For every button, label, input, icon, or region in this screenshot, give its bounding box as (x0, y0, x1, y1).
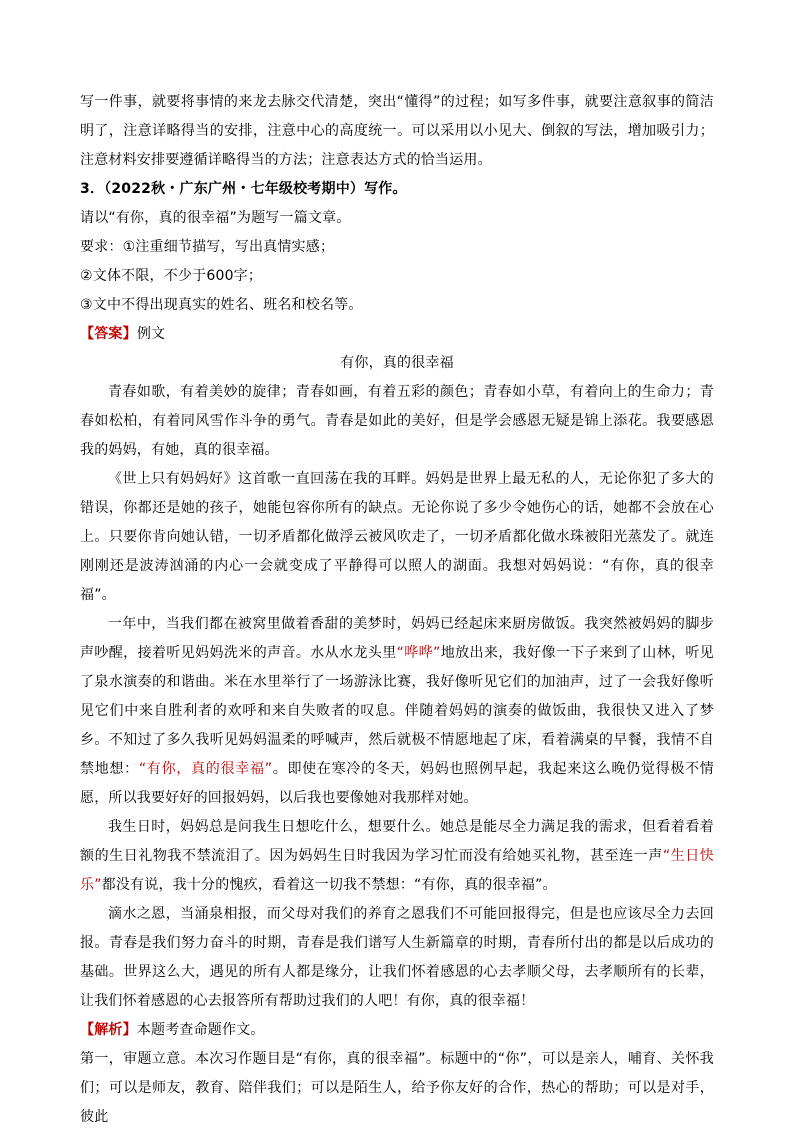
essay-paragraph-4: 我生日时，妈妈总是问我生日想吃什么，想要什么。她总是能尽全力满足我的需求，但看着看着额的生日礼物我不禁流泪了。因为妈妈生日时我因为学习忙而没有给她买礼物，甚至连一声“生日快乐”都没有说，我十分的愧疚，看着这一切我不禁想：“有你，真的很幸福”。 (80, 819, 714, 893)
quote-happy: “有你，真的很幸福” (138, 761, 273, 777)
requirement-2: ②文体不限，不少于600字； (80, 268, 263, 284)
analysis-line (80, 1016, 714, 1045)
analysis-paragraph-1: 第一，审题立意。本次习作题目是“有你，真的很幸福”。标题中的“你”，可以是亲人，哺育、关怀我们；可以是师友，教育、陪伴我们；可以是陌生人，给予你友好的合作，热心的帮助；可以是对手，彼此 (80, 1051, 714, 1125)
essay-paragraph-1: 青春如歌，有着美妙的旋律；青春如画，有着五彩的颜色；青春如小草，有着向上的生命力；青春如松柏，有着同风雪作斗争的勇气。青春是如此的美好，但是学会感恩无疑是锦上添花。我要感恩我的妈妈，有她，真的很幸福。 (80, 384, 714, 458)
question-prompt: 请以“有你，真的很幸福”为题写一篇文章。 (80, 210, 351, 226)
document-page (80, 88, 714, 1132)
answer-label: 例文 (136, 326, 166, 342)
essay-paragraph-2: 《世上只有妈妈好》这首歌一直回荡在我的耳畔。妈妈是世界上最无私的人，无论你犯了多大的错误，你都还是她的孩子，她能包容你所有的缺点。无论你说了多少令她伤心的话，她都不会放在心上。只要你肯向她认错，一切矛盾都化做浮云被风吹走了，一切矛盾都化做水珠被阳光蒸发了。就连刚刚还是波涛汹涌的内心一会就变成了平静得可以照人的湖面。我想对妈妈说：“有你，真的很幸福”。 (80, 471, 714, 603)
analysis-tag: 【解析】 (80, 1022, 137, 1038)
quote-birthday: “生日快乐” (80, 848, 714, 893)
answer-tag: 【答案】 (80, 326, 137, 342)
intro-paragraph: 写一件事，就要将事情的来龙去脉交代清楚，突出“懂得”的过程；如写多件事，就要注意叙事的简洁明了，注意详略得当的安排，注意中心的高度统一。可以采用以小见大、倒叙的写法，增加吸引力；注意材料安排要遵循详略得当的方法；注意表达方式的恰当运用。 (80, 94, 714, 168)
analysis-label: 本题考查命题作文。 (136, 1022, 265, 1038)
question-heading: 3．（2022秋・广东广州・七年级校考期中）写作。 (80, 181, 407, 197)
essay-title: 有你，真的很幸福 (340, 355, 454, 371)
quote-hua: “哗哗” (396, 645, 441, 661)
essay-paragraph-5: 滴水之恩，当涌泉相报，而父母对我们的养育之恩我们不可能回报得完，但是也应该尽全力去回报。青春是我们努力奋斗的时期，青春是我们谱写人生新篇章的时期，青春所付出的都是以后成功的基础。世界这么大，遇见的所有人都是缘分，让我们怀着感恩的心去孝顺父母，去孝顺所有的长辈，让我们怀着感恩的心去报答所有帮助过我们的人吧！有你，真的很幸福！ (80, 906, 714, 1009)
answer-line (80, 320, 714, 349)
requirement-1: 要求：①注重细节描写，写出真情实感； (80, 239, 335, 255)
requirement-3: ③文中不得出现真实的姓名、班名和校名等。 (80, 297, 363, 313)
essay-paragraph-3: 一年中，当我们都在被窝里做着香甜的美梦时，妈妈已经起床来厨房做饭。我突然被妈妈的脚步声吵醒，接着听见妈妈洗米的声音。水从水龙头里“哗哗”地放出来，我好像一下子来到了山林，听见了泉水演奏的和谐曲。米在水里举行了一场游泳比赛，我好像听见它们的加油声，过了一会我好像听见它们中来自胜利者的欢呼和来自失败者的叹息。伴随着妈妈的演奏的做饭曲，我很快又进入了梦乡。不知过了多久我听见妈妈温柔的呼喊声，然后就极不情愿地起了床，看着满桌的早餐，我情不自禁地想：“有你，真的很幸福”。即使在寒冷的冬天，妈妈也照例早起，我起来这么晚仍觉得极不情愿，所以我要好好的回报妈妈，以后我也要像她对我那样对她。 (80, 616, 715, 806)
